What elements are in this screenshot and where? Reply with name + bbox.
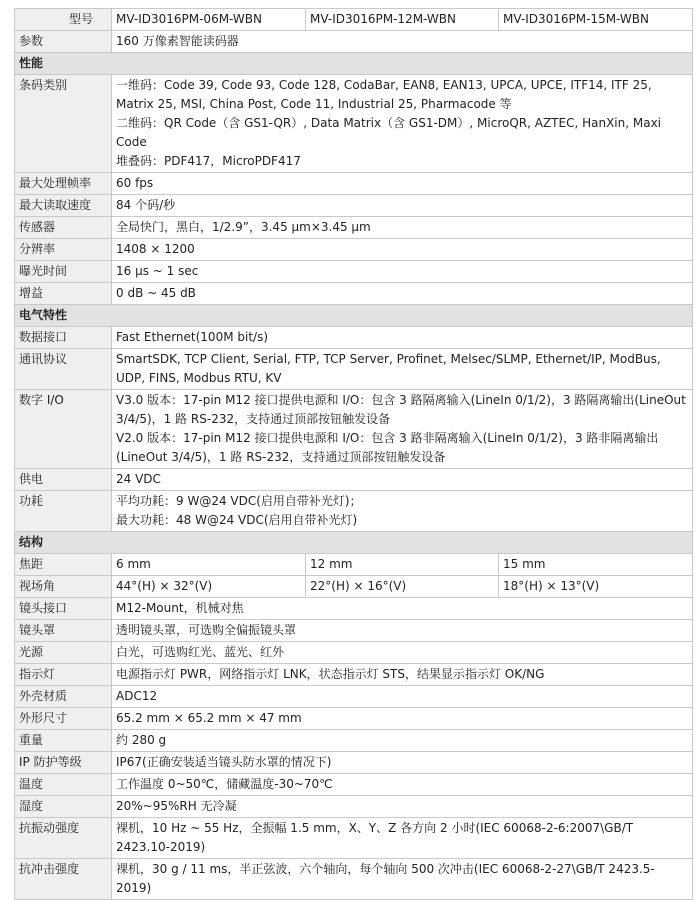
io-value bbox=[112, 390, 693, 469]
sensor-label: 传感器 bbox=[15, 217, 112, 239]
sensor-value: 全局快门，黑白，1/2.9”，3.45 μm×3.45 μm bbox=[112, 217, 693, 239]
barcode-stacked: 堆叠码：PDF417，MicroPDF417 bbox=[116, 154, 301, 168]
gain-label: 增益 bbox=[15, 283, 112, 305]
housing-label: 外壳材质 bbox=[15, 686, 112, 708]
row-temperature bbox=[15, 774, 693, 796]
row-housing bbox=[15, 686, 693, 708]
humidity-value: 20%~95%RH 无冷凝 bbox=[112, 796, 693, 818]
param-value: 160 万像素智能读码器 bbox=[112, 31, 693, 53]
model-row bbox=[15, 9, 693, 31]
consumption-max: 最大功耗：48 W@24 VDC(启用自带补光灯) bbox=[116, 513, 358, 527]
exposure-value: 16 μs ~ 1 sec bbox=[112, 261, 693, 283]
row-exposure bbox=[15, 261, 693, 283]
row-light bbox=[15, 642, 693, 664]
temperature-value: 工作温度 0~50℃，储藏温度-30~70℃ bbox=[112, 774, 693, 796]
param-label: 参数 bbox=[15, 31, 112, 53]
indicator-label: 指示灯 bbox=[15, 664, 112, 686]
consumption-avg: 平均功耗：9 W@24 VDC(启用自带补光灯)； bbox=[116, 494, 362, 508]
row-gain bbox=[15, 283, 693, 305]
row-weight bbox=[15, 730, 693, 752]
weight-label: 重量 bbox=[15, 730, 112, 752]
row-framerate bbox=[15, 173, 693, 195]
ip-value: IP67(正确安装适当镜头防水罩的情况下) bbox=[112, 752, 693, 774]
section-structure bbox=[15, 532, 693, 554]
model-15m: MV-ID3016PM-15M-WBN bbox=[499, 9, 693, 31]
spec-sheet bbox=[14, 8, 692, 900]
mount-value: M12-Mount，机械对焦 bbox=[112, 598, 693, 620]
barcode-1d: 一维码：Code 39, Code 93, Code 128, CodaBar, EAN8, EAN13, UPCA, UPCE, ITF14, ITF 25, Matrix 25, MSI, China Post, Code 11, Industrial 25, Pharmacode 等 bbox=[116, 78, 652, 111]
indicator-value: 电源指示灯 PWR，网络指示灯 LNK，状态指示灯 STS，结果显示指示灯 OK/NG bbox=[112, 664, 693, 686]
power-label: 供电 bbox=[15, 469, 112, 491]
row-mount bbox=[15, 598, 693, 620]
dimension-label: 外形尺寸 bbox=[15, 708, 112, 730]
fov-06m: 44°(H) × 32°(V) bbox=[112, 576, 306, 598]
interface-value: Fast Ethernet(100M bit/s) bbox=[112, 327, 693, 349]
resolution-value: 1408 × 1200 bbox=[112, 239, 693, 261]
fov-label: 视场角 bbox=[15, 576, 112, 598]
focal-12m: 12 mm bbox=[306, 554, 499, 576]
exposure-label: 曝光时间 bbox=[15, 261, 112, 283]
model-label: 型号 bbox=[15, 9, 112, 31]
consumption-label: 功耗 bbox=[15, 491, 112, 532]
interface-label: 数据接口 bbox=[15, 327, 112, 349]
section-title-electrical: 电气特性 bbox=[15, 305, 693, 327]
model-12m: MV-ID3016PM-12M-WBN bbox=[306, 9, 499, 31]
row-fov bbox=[15, 576, 693, 598]
row-sensor bbox=[15, 217, 693, 239]
weight-value: 约 280 g bbox=[112, 730, 693, 752]
resolution-label: 分辨率 bbox=[15, 239, 112, 261]
row-protocol bbox=[15, 349, 693, 390]
protocol-label: 通讯协议 bbox=[15, 349, 112, 390]
gain-value: 0 dB ~ 45 dB bbox=[112, 283, 693, 305]
io-label: 数字 I/O bbox=[15, 390, 112, 469]
row-interface bbox=[15, 327, 693, 349]
fov-15m: 18°(H) × 13°(V) bbox=[499, 576, 693, 598]
param-row bbox=[15, 31, 693, 53]
shock-value: 裸机，30 g / 11 ms，半正弦波，六个轴向，每个轴向 500 次冲击(IEC 60068-2-27\GB/T 2423.5-2019) bbox=[112, 859, 693, 900]
readspeed-value: 84 个码/秒 bbox=[112, 195, 693, 217]
dimension-value: 65.2 mm × 65.2 mm × 47 mm bbox=[112, 708, 693, 730]
section-title-structure: 结构 bbox=[15, 532, 693, 554]
vibration-label: 抗振动强度 bbox=[15, 818, 112, 859]
fov-12m: 22°(H) × 16°(V) bbox=[306, 576, 499, 598]
row-dimension bbox=[15, 708, 693, 730]
model-06m: MV-ID3016PM-06M-WBN bbox=[112, 9, 306, 31]
row-resolution bbox=[15, 239, 693, 261]
barcode-label: 条码类别 bbox=[15, 75, 112, 173]
section-performance bbox=[15, 53, 693, 75]
focal-06m: 6 mm bbox=[112, 554, 306, 576]
focal-label: 焦距 bbox=[15, 554, 112, 576]
vibration-value: 裸机，10 Hz ~ 55 Hz，全振幅 1.5 mm，X、Y、Z 各方向 2 小时(IEC 60068-2-6:2007\GB/T 2423.10-2019) bbox=[112, 818, 693, 859]
housing-value: ADC12 bbox=[112, 686, 693, 708]
readspeed-label: 最大读取速度 bbox=[15, 195, 112, 217]
ip-label: IP 防护等级 bbox=[15, 752, 112, 774]
consumption-value bbox=[112, 491, 693, 532]
io-v2: V2.0 版本：17-pin M12 接口提供电源和 I/O：包含 3 路非隔离输入(LineIn 0/1/2)，3 路非隔离输出(LineOut 3/4/5)，1 路 RS-232，支持通过顶部按钮触发设备 bbox=[116, 431, 659, 464]
power-value: 24 VDC bbox=[112, 469, 693, 491]
row-indicator bbox=[15, 664, 693, 686]
row-consumption bbox=[15, 491, 693, 532]
barcode-2d: 二维码：QR Code（含 GS1-QR）, Data Matrix（含 GS1-DM）, MicroQR, AZTEC, HanXin, Maxi Code bbox=[116, 116, 662, 149]
temperature-label: 温度 bbox=[15, 774, 112, 796]
barcode-value bbox=[112, 75, 693, 173]
io-v3: V3.0 版本：17-pin M12 接口提供电源和 I/O：包含 3 路隔离输入(LineIn 0/1/2)，3 路隔离输出(LineOut 3/4/5)，1 路 RS-232，支持通过顶部按钮触发设备 bbox=[116, 393, 686, 426]
light-value: 白光，可选购红光、蓝光、红外 bbox=[112, 642, 693, 664]
row-vibration bbox=[15, 818, 693, 859]
row-ip bbox=[15, 752, 693, 774]
protocol-value: SmartSDK, TCP Client, Serial, FTP, TCP Server, Profinet, Melsec/SLMP, Ethernet/IP, ModBus, UDP, FINS, Modbus RTU, KV bbox=[112, 349, 693, 390]
light-label: 光源 bbox=[15, 642, 112, 664]
mount-label: 镜头接口 bbox=[15, 598, 112, 620]
section-electrical bbox=[15, 305, 693, 327]
row-io bbox=[15, 390, 693, 469]
shock-label: 抗冲击强度 bbox=[15, 859, 112, 900]
row-shock bbox=[15, 859, 693, 900]
row-lenscover bbox=[15, 620, 693, 642]
row-power bbox=[15, 469, 693, 491]
framerate-label: 最大处理帧率 bbox=[15, 173, 112, 195]
section-title-performance: 性能 bbox=[15, 53, 693, 75]
row-readspeed bbox=[15, 195, 693, 217]
humidity-label: 湿度 bbox=[15, 796, 112, 818]
spec-table bbox=[14, 8, 693, 900]
row-barcode bbox=[15, 75, 693, 173]
row-humidity bbox=[15, 796, 693, 818]
row-focal bbox=[15, 554, 693, 576]
lenscover-value: 透明镜头罩，可选购全偏振镜头罩 bbox=[112, 620, 693, 642]
framerate-value: 60 fps bbox=[112, 173, 693, 195]
lenscover-label: 镜头罩 bbox=[15, 620, 112, 642]
focal-15m: 15 mm bbox=[499, 554, 693, 576]
